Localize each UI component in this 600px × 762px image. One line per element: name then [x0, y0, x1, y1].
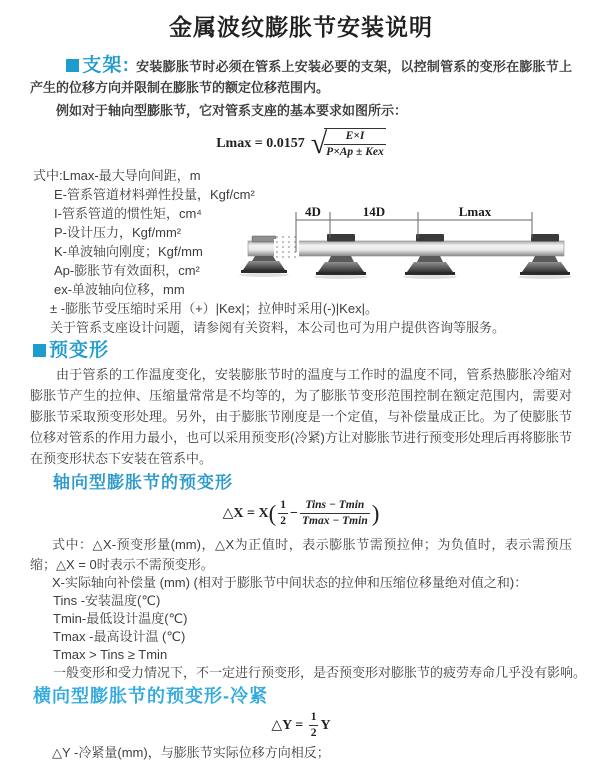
- formula-dy-lead: △Y =: [271, 718, 304, 733]
- support-note-line: 关于管系支座设计问题，请参阅有关资料，本公司也可为用户提供咨询等服务。: [50, 320, 506, 335]
- formula-lmax-denominator: P×Ap ± Kex: [326, 146, 384, 159]
- delta-x-explanation: 式中：△X-预变形量(mm)，△X为正值时，表示膨胀节需预拉伸；为负值时，表示需预压缩；△X = 0时表示不需预变形。: [30, 537, 572, 572]
- definition-line: ex-单波轴向位移，mm: [54, 282, 185, 297]
- definition-line: X-实际轴向补偿量 (mm) (相对于膨胀节中间状态的拉伸和压缩位移量绝对值之和)：: [52, 575, 528, 590]
- definition-line: Tins -安装温度(℃): [53, 593, 161, 608]
- definition-line: Tmin-最低设计温度(℃): [53, 611, 188, 626]
- one-half-fraction: $\frac{1}{2}$: [310, 711, 317, 740]
- definition-line: I-管系管道的惯性矩，cm⁴: [54, 206, 202, 221]
- definition-line: P-设计压力，Kgf/mm²: [54, 225, 182, 240]
- dim-label-4d: 4D: [305, 204, 321, 219]
- page-title: 金属波纹膨胀节安装说明: [169, 14, 433, 40]
- section-heading-preform: [33, 340, 572, 362]
- support-intro-paragraph: [30, 55, 572, 98]
- sqrt-radical-sign: √: [310, 126, 328, 160]
- preform-remark-line: 一般变形和受力情况下，不一定进行预变形，是否预变形对膨胀节的疲劳寿命几乎没有影响。: [53, 665, 587, 680]
- delta-y-note: △Y -冷紧量(mm)，与膨胀节实际位移方向相反；: [52, 745, 330, 760]
- temperature-relation-line: Tmax > Tins ≥ Tmin: [53, 647, 168, 662]
- formula-lmax: [30, 126, 572, 162]
- dim-label-14d: 14D: [362, 204, 386, 219]
- close-paren: ): [371, 500, 380, 526]
- support-example-line: 例如对于轴向型膨胀节，它对管系支座的基本要求如图所示：: [56, 103, 408, 118]
- definition-line: E-管系管道材料弹性投量，Kgf/cm²: [54, 187, 255, 202]
- formula-delta-y: [30, 710, 572, 742]
- formula-lmax-numerator: E×I: [324, 130, 386, 145]
- bellows-icon: [274, 236, 299, 261]
- minus-sign: −: [289, 506, 298, 521]
- definition-line: Ap-膨胀节有效面积，cm²: [54, 263, 200, 278]
- document-page: [0, 12, 600, 760]
- formula-lmax-lead: Lmax = 0.0157: [216, 136, 305, 152]
- subsection-heading-axial: 轴向型膨胀节的预变形: [53, 473, 233, 492]
- definition-line: ± -膨胀节受压缩时采用（+）|Kex|；拉伸时采用(-)|Kex|。: [50, 301, 378, 316]
- axial-definitions-list: [30, 574, 587, 682]
- formula-dy-tail: Y: [320, 718, 331, 733]
- subsection-heading-lateral: 横向型膨胀节的预变形-冷紧: [33, 686, 268, 706]
- definition-line: K-单波轴向刚度；Kgf/mm: [54, 244, 203, 259]
- pipe-support-diagram: [234, 204, 598, 300]
- formula-delta-x: [30, 497, 572, 531]
- preform-heading-text: 预变形: [49, 340, 110, 361]
- support-intro-text: 安装膨胀节时必须在管系上安装必要的支架，以控制管系的变形在膨胀节上产生的位移方向并限制在膨胀节的额定位移范围内。: [30, 59, 572, 95]
- section-bullet-icon: [66, 59, 79, 72]
- dim-label-lmax: Lmax: [458, 204, 492, 219]
- section-heading-support: 支架:: [82, 55, 130, 76]
- one-half-fraction: $\frac{1}{2}$: [280, 499, 286, 528]
- section-bullet-icon: [33, 344, 46, 357]
- formula-dx-lead: △X = X: [222, 506, 269, 521]
- definition-line: Tmax -最高设计温 (℃): [53, 629, 186, 644]
- sqrt-expression: [311, 126, 386, 162]
- open-paren: (: [268, 500, 277, 526]
- preform-paragraph: 由于管系的工作温度变化，安装膨胀节时的温度与工作时的温度不同，管系热膨胀冷缩对膨胀节产生的拉伸、压缩量常常是不均等的，为了膨胀节变形范围控制在额定范围内，需要对膨胀节采取预变形处理。另外，由于膨胀节刚度是一个定值，与补偿量成正比。为了使膨胀节位移对管系的作用力最小，也可以采用预变形(冷紧)方让对膨胀节进行预变形处理后再将膨胀节在预变形状态下安装在管系中。: [30, 367, 572, 466]
- temperature-fraction: $\frac{\text{Tins − Tmin}}{Tmax - Tmin}$: [301, 499, 368, 528]
- definition-line: 式中:Lmax-最大导向间距，m: [33, 168, 201, 183]
